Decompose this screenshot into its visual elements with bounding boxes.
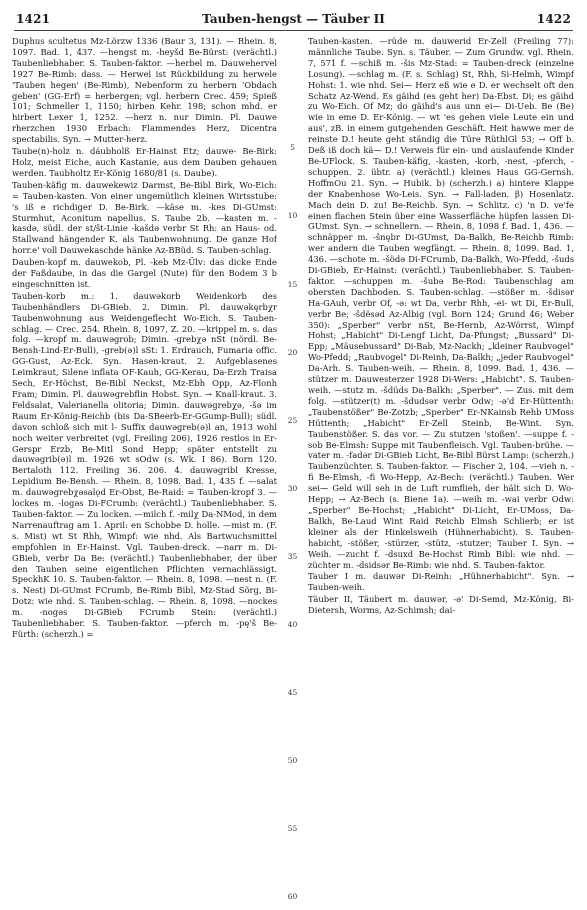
line-number: 50 bbox=[287, 756, 298, 765]
entry-paragraph: Dauben-kopf m. dauwekob, Pl. -keb Mz-Ülv: das dicke Ende der Faßdaube, in das die Gargel (Nute) für den Bodem 3 b eingeschnitten ist. bbox=[12, 257, 277, 289]
entry-paragraph: Tauber I m. dauwər Di-Reinh: „Hühnerhabicht". Syn. → Tauben-weih. bbox=[308, 571, 574, 593]
page-number-right: 1422 bbox=[536, 12, 571, 26]
line-number: 25 bbox=[287, 416, 298, 425]
entry-paragraph: Taube(n)-holz n. dáubholß Er-Hainst Etz; dauwe- Be-Birk: Holz, meist Eiche, auch Kastanie, aus dem Dauben gehauen werden. Taubholtz Er-König 1680/81 (s. Daube). bbox=[12, 146, 277, 178]
header-rule bbox=[14, 30, 573, 31]
line-number: 55 bbox=[287, 824, 298, 833]
line-number-gutter bbox=[279, 36, 306, 902]
entry-paragraph: Tauben-kasten. —rüde m. dauwerid Er-Zell (Freiling 77): männliche Taube. Syn. s. Täuber. — Zum Grundw. vgl. Rhein. 7, 571 f. —schiß m. -šis Mz-Stad: = Tauben-dreck (einzelne Losung). —schlag m. (F. s. Schlag) St, Rhh, Si-Helmh, Wimpf Hohst: 1. wie nhd. Sei⁓ Herz eß wie e D. er wechselt oft den Schatz Az-Wend. Es gäihd (es geht her) Da-Ebst. Di; es gäihd zu Wo-Eich. Of Mz; do gäihd's aus unn ei⁓ Di-Ueb. Be (Be) wie in eme D. Er-König. — wt 'es gehen viele Leute ein und aus', zB. in einem gutgehenden Geschäft. Heit hawwe mer de reinste D.! heute geht ständig die Türe RüthlGl 53; → Off b. Deß iß doch kä⁓ D.! Verweis für ein- und auslaufende Kinder Be-UFlock. S. Tauben-käfig, -kasten, -korb, -nest, -pferch, -schuppen. 2. übtr. a) (verächtl.) kleines Haus GG-Gernsh. HoffmOu 21. Syn. → Hubik. b) (scherzh.) a) hintere Klappe der Knabenhose Wo-Leis. Syn. → Fall-laden. β) Hosenlatz. Mach dein D. zu! Be-Reichb. Syn. → Schlitz. c) 'n D. ve'fe einen flachen Stein über eine Wasserfläche hüpfen lassen Di-GUmst. Syn. → schnellern. — Rhein. 8, 1098 f. Bad. 1, 436. —schnäpper m. -šnębr Di-GUmst, Da-Balkh, Be-Reichb Rimb: wer andern die Tauben wegfängt. — Rhein. 8, 1099. Bad. 1, 436. —schote m. -šödə Di-FCrumb, Da-Balkh, Wo-Pfedd, -šuds Di-GBieb, Er-Hainst: (verächtl.) Taubenliebhaber. S. Tauben-faktor. —schuppen m. -šubə Be-Rod: Taubenschlag am obersten Dachboden. S. Tauben-schlag. —stößer m. -šdisər Ha-GAuh, verbr Of, -ə: wt Da, verbr Rhh, -ei- wt Di, Er-Bull, verbr Be; -šdësəd Az-Albig (vgl. Born 124; Grund 46; Weber 350): „Sperber" verbr nSt, Be-Hernb, Az-Wörrst, Wimpf Hohst; „Habicht" Di-Lengf Licht, Da-Pfungst; „Bussard" Di-Epp; „Mäusebussard" Di-Bab, Mz-Nackh; „kleiner Raubvogel" Wo-Pfedd; „Raubvogel" Di-Reinh, Da-Balkh; „jeder Raubvogel" Da-Arh. S. Tauben-weih. — Rhein. 8, 1099. Bad. 1, 436. —stützer m. Dauwesterzer 1928 Di-Wers: „Habicht". S. Tauben-weih. —stutz m. -šdüds Da-Balkh: „Sperber". — Zus. mit dem folg. —stützer(t) m. -šdudsər verbr Odw; -ə'd Er-Hüttenth: „Taubenstößer" Be-Zotzb; „Sperber" Er-NKainsb Rehb UMoss Hüttenth; „Habicht" Er-Zell Steinb, Be-Wint. Syn. Taubenstößer. S. das vor. — Zu stutzen 'stoßen'. —suppe f. -sob Be-Elmsh: Suppe mit Taubenfleisch. Vgl. Tauben-brühe. —vater m. -fadər Di-GBieb Licht, Be-Bibl Bürst Lamp: (scherzh.) Taubenzüchter. S. Tauben-faktor. — Fischer 2, 104. —vieh n. -fi Be-Elmsh, -fi Wo-Hepp, Az-Bech: (verächtl.) Tauben. Wer sei⁓ Geld will seh in de Luft rumflieh, der hält sich D. Wo-Hepp; → Az-Bech (s. Biene 1a). —weih m. -wai verbr Odw: „Sperber" Be-Hochst; „Habicht" Di-Licht, Er-UMoss, Da-Balkh, Be-Laud Wint Raid Reichb Elmsh Schlierb; er ist kleiner als der Hinkelsweih (Hühnerhabicht). S. Tauben-habicht, -stößer, -stürzer, -stütz, -stutzer; Tauber I. Syn. → Weih. —zucht f. -dsuxd Be-Hochst Rimb Bibl: wie nhd. —züchter m. -dsidsər Be-Rimb: wie nhd. S. Tauben-faktor. bbox=[308, 36, 574, 570]
line-number: 5 bbox=[290, 143, 295, 152]
line-number: 40 bbox=[287, 620, 298, 629]
line-number: 35 bbox=[287, 552, 298, 561]
entry-paragraph: Tauben-korb m.: 1. dauwəkorb Weidenkorb des Taubenhändlers Di-GBieb. 2. Dimin. Pl. dauwəkęrbχr Taubenwohnung aus Weidengeflecht Wo-Eich. S. Tauben-schlag. — Crec. 254. Rhein. 8, 1097, Z. 20. —krippel m. s. das folg. —kropf m. dauwəgrob; Dimin. -grebχə nSt (nördl. Be-Bensh-Lind-Er-Bull), -greb(ə)l sSt: 1. Erdrauch, Fumaria offic. GG-Gust, Az-Eck. Syn. Hasen-kraut. 2. Aufgeblasenes Leimkraut, Silene inflata OF-Kauh, GG-Kerau, Da-Erzh Traisa Sech, Er-Höchst, Be-Bibl Neckst, Mz-Ebh Opp, Az-Flonh Fram; Dimin. Pl. dauwəgrebflin Hobst. Syn. → Knall-kraut. 3. Feldsalat, Valerianella olitoria; Dimin. dauwəgrebχə, -šə im Raum Er-König-Reichb (bis Da-SBeerb-Er-GGump-Bull); südl. davon schloß sich mit l- Suffix dauwəgreb(ə)l an, 1913 wohl noch weiter verbreitet (vgl. Freiling 206), 1926 restlos in Er-Gerspr Erzb, Be-Mitl Sond Hepp; später entstellt zu dauwəgrib(ə)l m. 1926 wt sOdw (s. Wk. I 86). Born 120. Bertaloth 112. Freiling 36. 206. 4. dauwəgribl Kresse, Lepidium Be-Bensh. — Rhein. 8, 1098. Bad. 1, 435 f. —salat m. dauwəgrebχəsalǫd Er-Obst, Be-Raid: = Tauben-kropf 3. —lockes m. -logəs Di-FCrumb: (verächtl.) Taubenliebhaber. S. Tauben-faktor. — Zu locken. —milch f. -milχ Da-NMod, in dem Narrenauftrag am 1. April: en Schobbe D. holle. —mist m. (F. s. Mist) wt St Rhh, Wimpf: wie nhd. Als Bartwuchsmittel empfohlen in Er-Hainst. Vgl. Tauben-dreck. —narr m. Di-GBieb, verbr Da Be: (verächtl.) Taubenliebhaber, der über den Tauben seine eigentlichen Pflichten vernachlässigt. SpeckhK 10. S. Tauben-faktor. — Rhein. 8, 1098. —nest n. (F. s. Nest) Di-GUmst FCrumb, Be-Rimb Bibl, Mz-Stad Sörg, Bi-Dotz: wie nhd. S. Tauben-schlag. — Rhein. 8, 1098. —nockes m. -nogəs Di-GBieb FCrumb Stein: (verächtl.) Taubenliebhaber. S. Tauben-faktor. —pferch m. -pę'š Be-Fürth: (scherzh.) = bbox=[12, 290, 277, 639]
entry-paragraph: Tauben-käfig m. dauwekewiz Darmst, Be-Bibl Birk, Wo-Eich: = Tauben-kasten. Von einer ungemütlich kleinen Wirtsstube: 's iß e richdiger D. Be-Birk. —käse m. -kes Di-GUmst: Sturmhut, Aconitum napellus. S. Taube 2b. —kasten m. -kasdə, südl. der st/št-Linie -kašdə verbr St Rh: an Haus- od. Stallwand hängender K. als Taubenwohnung. De ganze Hof horr.e' voll Dauwekaschde hänke Az-BBüd. S. Tauben-schlag. bbox=[12, 179, 277, 256]
line-number: 15 bbox=[287, 280, 298, 289]
line-number: 60 bbox=[287, 892, 298, 901]
page-number-left: 1421 bbox=[16, 12, 51, 26]
line-number: 30 bbox=[287, 484, 298, 493]
line-number: 10 bbox=[287, 211, 298, 220]
entry-paragraph: Täuber II, Täubert m. dauwər, -ə' Di-Semd, Mz-König, Bi-Dietersh, Worms, Az-Schimsh; dai- bbox=[308, 594, 574, 616]
left-column bbox=[12, 36, 277, 902]
entry-paragraph: Duphus scultetus Mz-Lörzw 1336 (Baur 3, 131). — Rhein. 8, 1097. Bad. 1, 437. —hengst m. -heyšd Be-Bürst: (verächtl.) Taubenliebhaber. S. Tauben-faktor. —herbel m. Dauwehervel 1927 Be-Rimb: dass. — Herwel ist Rückbildung zu herwele 'Tauben hegen' (Be-Rimb), Nebenform zu herbern 'Obdach geben' (GG-Erf) = herbergen; vgl. herbern Crec. 459; Spieß 101; Schmeller 1, 1150; hirben Kehr. 198; schon mhd. er hirbert Lexer 1, 1252. —herz n. nur Dimin. Pl. Dauwe rherzchen 1930 Erbach: Flammendes Herz, Dicentra spectabilis. Syn. → Mutter-herz. bbox=[12, 36, 277, 145]
right-column bbox=[308, 36, 574, 902]
line-number: 20 bbox=[287, 348, 298, 357]
line-number: 45 bbox=[287, 688, 298, 697]
running-head: Tauben-hengst — Täuber II bbox=[202, 12, 385, 26]
